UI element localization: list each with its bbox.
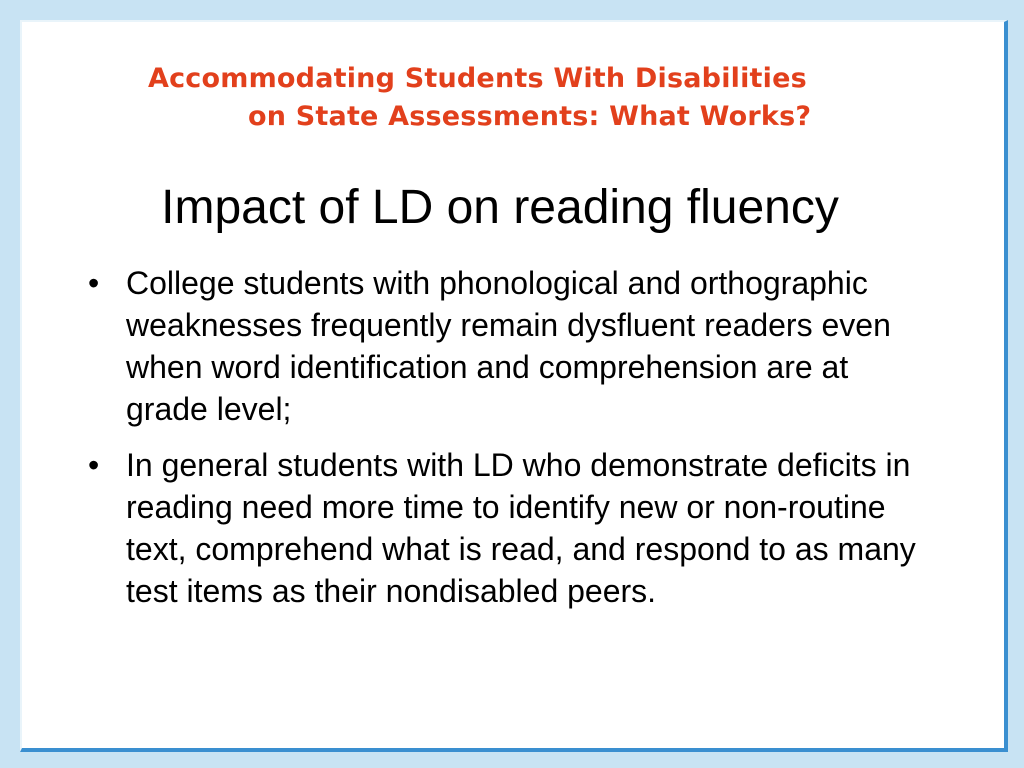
banner-line-1: Accommodating Students With Disabilities (148, 63, 807, 94)
bullet-marker: • (88, 265, 100, 301)
slide-title: Impact of LD on reading fluency (161, 181, 839, 234)
banner-line-2: on State Assessments: What Works? (248, 101, 812, 132)
bullet-text: College students with phonological and orthographic weaknesses frequently remain dysfluent readers even when word identification and comprehension are at grade level; (126, 265, 891, 427)
bullet-list (80, 262, 930, 626)
bullet-item (80, 444, 930, 612)
header-banner (148, 60, 848, 136)
bullet-text: In general students with LD who demonstrate deficits in reading need more time to identify new or non-routine text, comprehend what is read, and respond to as many test items as their nondisabled peers. (126, 447, 916, 609)
bullet-marker: • (88, 447, 100, 483)
bullet-item (80, 262, 930, 430)
